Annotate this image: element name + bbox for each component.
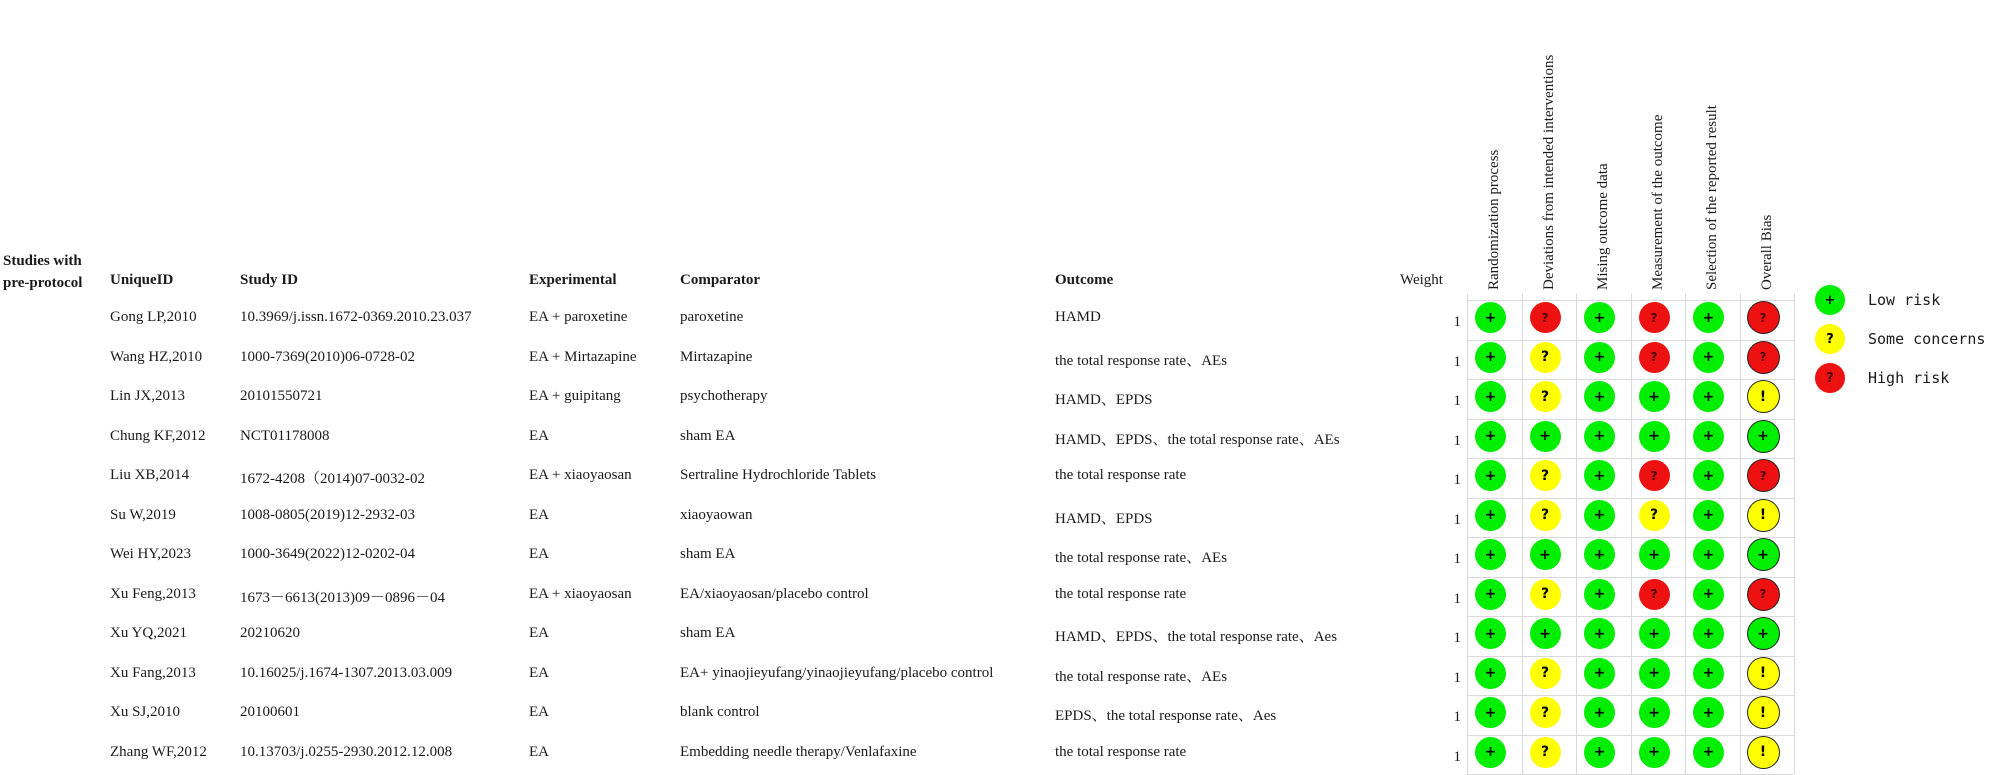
domain-header-6: [1751, 0, 1801, 292]
cell-outcome: the total response rate、AEs: [1055, 550, 1228, 566]
low-risk-icon: +: [1639, 421, 1670, 452]
low-risk-icon: +: [1584, 342, 1615, 373]
low-risk-icon: +: [1693, 381, 1724, 412]
cell-weight: 1: [1453, 353, 1461, 370]
cell-experimental: EA + xiaoyaosan: [529, 467, 632, 483]
cell-unique-id: Su W,2019: [110, 506, 176, 523]
grid-line-horizontal: [1467, 577, 1794, 578]
cell-experimental: EA: [529, 546, 549, 562]
cell-experimental: EA + paroxetine: [529, 309, 628, 325]
cell-weight: 1: [1453, 630, 1461, 646]
domain-header-label: Deviations from intended interventions: [1540, 54, 1557, 290]
cell-study-id: 10.16025/j.1674-1307.2013.03.009: [240, 664, 453, 681]
low-risk-icon: +: [1475, 539, 1506, 570]
study-id-header: Study ID: [240, 272, 298, 288]
high-risk-icon: ?: [1639, 460, 1670, 491]
cell-comparator: sham EA: [680, 427, 736, 444]
low-risk-icon: +: [1530, 618, 1561, 649]
low-risk-icon: +: [1693, 697, 1724, 728]
cell-outcome: HAMD、EPDS、the total response rate、Aes: [1055, 629, 1338, 645]
overall-high-risk-icon: ?: [1748, 302, 1779, 333]
domain-header-5: [1696, 0, 1746, 292]
grid-line-horizontal: [1467, 616, 1794, 617]
low-risk-icon: +: [1584, 579, 1615, 610]
cell-outcome: EPDS、the total response rate、Aes: [1055, 708, 1277, 724]
grid-line-horizontal: [1467, 498, 1794, 499]
domain-header-label: Randomization process: [1486, 149, 1502, 290]
overall-low-risk-icon: +: [1748, 618, 1779, 649]
grid-line-horizontal: [1467, 379, 1794, 380]
cell-study-id: 1008-0805(2019)12-2932-03: [240, 506, 415, 523]
overall-some-risk-icon: !: [1748, 737, 1779, 768]
grid-line-vertical: [1794, 294, 1795, 774]
low-risk-icon: +: [1530, 539, 1561, 570]
cell-weight: 1: [1453, 314, 1461, 330]
cell-comparator: Sertraline Hydrochloride Tablets: [680, 467, 877, 483]
low-risk-icon: +: [1584, 381, 1615, 412]
cell-comparator: sham EA: [680, 625, 736, 641]
overall-some-risk-icon: !: [1748, 658, 1779, 689]
cell-outcome: the total response rate、AEs: [1055, 668, 1228, 685]
cell-comparator: paroxetine: [680, 309, 744, 325]
grid-line-horizontal: [1467, 735, 1794, 736]
grid-line-vertical: [1631, 294, 1632, 774]
overall-high-risk-icon: ?: [1748, 342, 1779, 373]
weight-header: Weight: [1400, 272, 1443, 288]
cell-weight: 1: [1453, 472, 1461, 488]
cell-experimental: EA: [529, 704, 549, 720]
overall-low-risk-icon: +: [1748, 421, 1779, 452]
legend-some-label: Some concerns: [1868, 330, 1986, 348]
low-risk-icon: +: [1530, 421, 1561, 452]
cell-weight: 1: [1453, 432, 1461, 449]
some-risk-icon: ?: [1530, 342, 1561, 373]
low-risk-icon: +: [1584, 737, 1615, 768]
grid-line-horizontal: [1467, 300, 1794, 301]
low-risk-icon: +: [1584, 697, 1615, 728]
legend-low-label: Low risk: [1868, 291, 1941, 309]
domain-header-1: [1478, 0, 1528, 292]
cell-comparator: xiaoyaowan: [680, 506, 753, 523]
cell-unique-id: Xu Feng,2013: [110, 585, 196, 602]
outcome-header: Outcome: [1055, 272, 1114, 288]
cell-study-id: 1000-7369(2010)06-0728-02: [240, 348, 415, 365]
domain-header-label: Mising outcome data: [1595, 163, 1611, 290]
low-risk-icon: +: [1475, 579, 1506, 610]
low-risk-icon: +: [1693, 342, 1724, 373]
low-risk-icon: +: [1475, 618, 1506, 649]
cell-unique-id: Wei HY,2023: [110, 546, 192, 562]
grid-line-horizontal: [1467, 458, 1794, 459]
cell-comparator: blank control: [680, 704, 760, 720]
cell-experimental: EA: [529, 743, 549, 760]
low-risk-icon: +: [1693, 421, 1724, 452]
cell-unique-id: Gong LP,2010: [110, 309, 197, 325]
low-risk-icon: +: [1693, 579, 1724, 610]
cell-experimental: EA: [529, 664, 549, 681]
overall-low-risk-icon: +: [1748, 539, 1779, 570]
low-risk-icon: +: [1584, 421, 1615, 452]
cell-weight: 1: [1453, 709, 1461, 725]
grid-line-vertical: [1522, 294, 1523, 774]
low-risk-icon: +: [1584, 302, 1615, 333]
cell-unique-id: Liu XB,2014: [110, 467, 190, 483]
some-risk-icon: ?: [1530, 658, 1561, 689]
grid-line-horizontal: [1467, 340, 1794, 341]
some-risk-icon: ?: [1530, 381, 1561, 412]
grid-line-horizontal: [1467, 695, 1794, 696]
legend-some-icon: ?: [1815, 324, 1845, 354]
cell-unique-id: Xu Fang,2013: [110, 664, 196, 681]
cell-unique-id: Zhang WF,2012: [110, 743, 207, 760]
comparator-header: Comparator: [680, 272, 760, 288]
experimental-header: Experimental: [529, 272, 617, 288]
legend-high-icon: ?: [1815, 363, 1845, 393]
cell-experimental: EA + guipitang: [529, 388, 621, 404]
low-risk-icon: +: [1639, 381, 1670, 412]
cell-experimental: EA: [529, 427, 549, 444]
cell-weight: 1: [1453, 590, 1461, 607]
grid-line-vertical: [1685, 294, 1686, 774]
cell-comparator: EA+ yinaojieyufang/yinaojieyufang/placebo control: [680, 664, 994, 681]
overall-some-risk-icon: !: [1748, 500, 1779, 531]
cell-weight: 1: [1453, 511, 1461, 528]
low-risk-icon: +: [1693, 737, 1724, 768]
cell-outcome: the total response rate: [1055, 743, 1187, 760]
cell-outcome: the total response rate: [1055, 585, 1187, 602]
domain-header-label: Selection of the reported result: [1704, 105, 1720, 290]
cell-outcome: the total response rate: [1055, 467, 1187, 483]
cell-outcome: HAMD: [1055, 309, 1101, 325]
grid-line-horizontal: [1467, 419, 1794, 420]
some-risk-icon: ?: [1530, 579, 1561, 610]
low-risk-icon: +: [1693, 618, 1724, 649]
cell-outcome: HAMD、EPDS、the total response rate、AEs: [1055, 431, 1340, 448]
low-risk-icon: +: [1639, 737, 1670, 768]
low-risk-icon: +: [1693, 658, 1724, 689]
low-risk-icon: +: [1584, 539, 1615, 570]
cell-study-id: 20101550721: [240, 388, 323, 404]
low-risk-icon: +: [1475, 342, 1506, 373]
cell-unique-id: Lin JX,2013: [110, 388, 185, 404]
cell-unique-id: Chung KF,2012: [110, 427, 206, 444]
legend-low-icon: +: [1815, 285, 1845, 315]
high-risk-icon: ?: [1639, 342, 1670, 373]
legend-high-label: High risk: [1868, 369, 1950, 387]
cell-comparator: sham EA: [680, 546, 736, 562]
cell-study-id: 1673－6613(2013)09－0896－04: [240, 589, 445, 606]
low-risk-icon: +: [1639, 697, 1670, 728]
domain-header-4: [1642, 0, 1692, 292]
cell-comparator: psychotherapy: [680, 388, 768, 404]
cell-weight: 1: [1453, 748, 1461, 765]
low-risk-icon: +: [1639, 618, 1670, 649]
cell-study-id: 1672-4208（2014)07-0032-02: [240, 471, 425, 487]
cell-comparator: EA/xiaoyaosan/placebo control: [680, 585, 869, 602]
high-risk-icon: ?: [1639, 579, 1670, 610]
overall-some-risk-icon: !: [1748, 697, 1779, 728]
cell-unique-id: Xu SJ,2010: [110, 704, 181, 720]
cell-study-id: 20210620: [240, 625, 300, 641]
high-risk-icon: ?: [1530, 302, 1561, 333]
low-risk-icon: +: [1584, 618, 1615, 649]
cell-weight: 1: [1453, 551, 1461, 567]
some-risk-icon: ?: [1639, 500, 1670, 531]
studies-header: [3, 250, 82, 294]
low-risk-icon: +: [1584, 658, 1615, 689]
overall-some-risk-icon: !: [1748, 381, 1779, 412]
low-risk-icon: +: [1475, 500, 1506, 531]
overall-high-risk-icon: ?: [1748, 460, 1779, 491]
cell-study-id: 20100601: [240, 704, 300, 720]
grid-line-vertical: [1740, 294, 1741, 774]
cell-weight: 1: [1453, 669, 1461, 686]
low-risk-icon: +: [1475, 421, 1506, 452]
some-risk-icon: ?: [1530, 737, 1561, 768]
cell-experimental: EA: [529, 625, 549, 641]
domain-header-3: [1587, 0, 1637, 292]
low-risk-icon: +: [1693, 460, 1724, 491]
low-risk-icon: +: [1693, 539, 1724, 570]
grid-line-vertical: [1467, 294, 1468, 774]
low-risk-icon: +: [1584, 500, 1615, 531]
high-risk-icon: ?: [1639, 302, 1670, 333]
some-risk-icon: ?: [1530, 500, 1561, 531]
some-risk-icon: ?: [1530, 460, 1561, 491]
domain-header-label: Overall Bias: [1758, 214, 1775, 290]
cell-study-id: NCT01178008: [240, 427, 330, 444]
cell-unique-id: Wang HZ,2010: [110, 348, 203, 365]
low-risk-icon: +: [1475, 460, 1506, 491]
some-risk-icon: ?: [1530, 697, 1561, 728]
cell-outcome: HAMD、EPDS: [1055, 392, 1153, 408]
overall-high-risk-icon: ?: [1748, 579, 1779, 610]
unique-id-header: UniqueID: [110, 272, 174, 288]
low-risk-icon: +: [1475, 697, 1506, 728]
low-risk-icon: +: [1475, 737, 1506, 768]
domain-header-2: [1533, 0, 1583, 292]
cell-study-id: 10.3969/j.issn.1672-0369.2010.23.037: [240, 309, 472, 325]
cell-study-id: 1000-3649(2022)12-0202-04: [240, 546, 415, 562]
cell-unique-id: Xu YQ,2021: [110, 625, 187, 641]
low-risk-icon: +: [1475, 381, 1506, 412]
low-risk-icon: +: [1693, 500, 1724, 531]
cell-comparator: Embedding needle therapy/Venlafaxine: [680, 743, 917, 760]
low-risk-icon: +: [1475, 302, 1506, 333]
cell-weight: 1: [1453, 393, 1461, 409]
cell-experimental: EA: [529, 506, 549, 523]
low-risk-icon: +: [1639, 539, 1670, 570]
low-risk-icon: +: [1639, 658, 1670, 689]
studies-header-line1: Studies with: [3, 253, 82, 269]
domain-header-label: Measurement of the outcome: [1649, 114, 1666, 290]
cell-experimental: EA + Mirtazapine: [529, 348, 637, 365]
grid-line-horizontal: [1467, 537, 1794, 538]
low-risk-icon: +: [1475, 658, 1506, 689]
cell-outcome: the total response rate、AEs: [1055, 352, 1228, 369]
cell-study-id: 10.13703/j.0255-2930.2012.12.008: [240, 743, 453, 760]
grid-line-vertical: [1576, 294, 1577, 774]
cell-comparator: Mirtazapine: [680, 348, 753, 365]
cell-experimental: EA + xiaoyaosan: [529, 585, 632, 602]
cell-outcome: HAMD、EPDS: [1055, 510, 1153, 527]
grid-line-horizontal: [1467, 656, 1794, 657]
low-risk-icon: +: [1693, 302, 1724, 333]
studies-header-line2: pre-protocol: [3, 275, 83, 291]
low-risk-icon: +: [1584, 460, 1615, 491]
